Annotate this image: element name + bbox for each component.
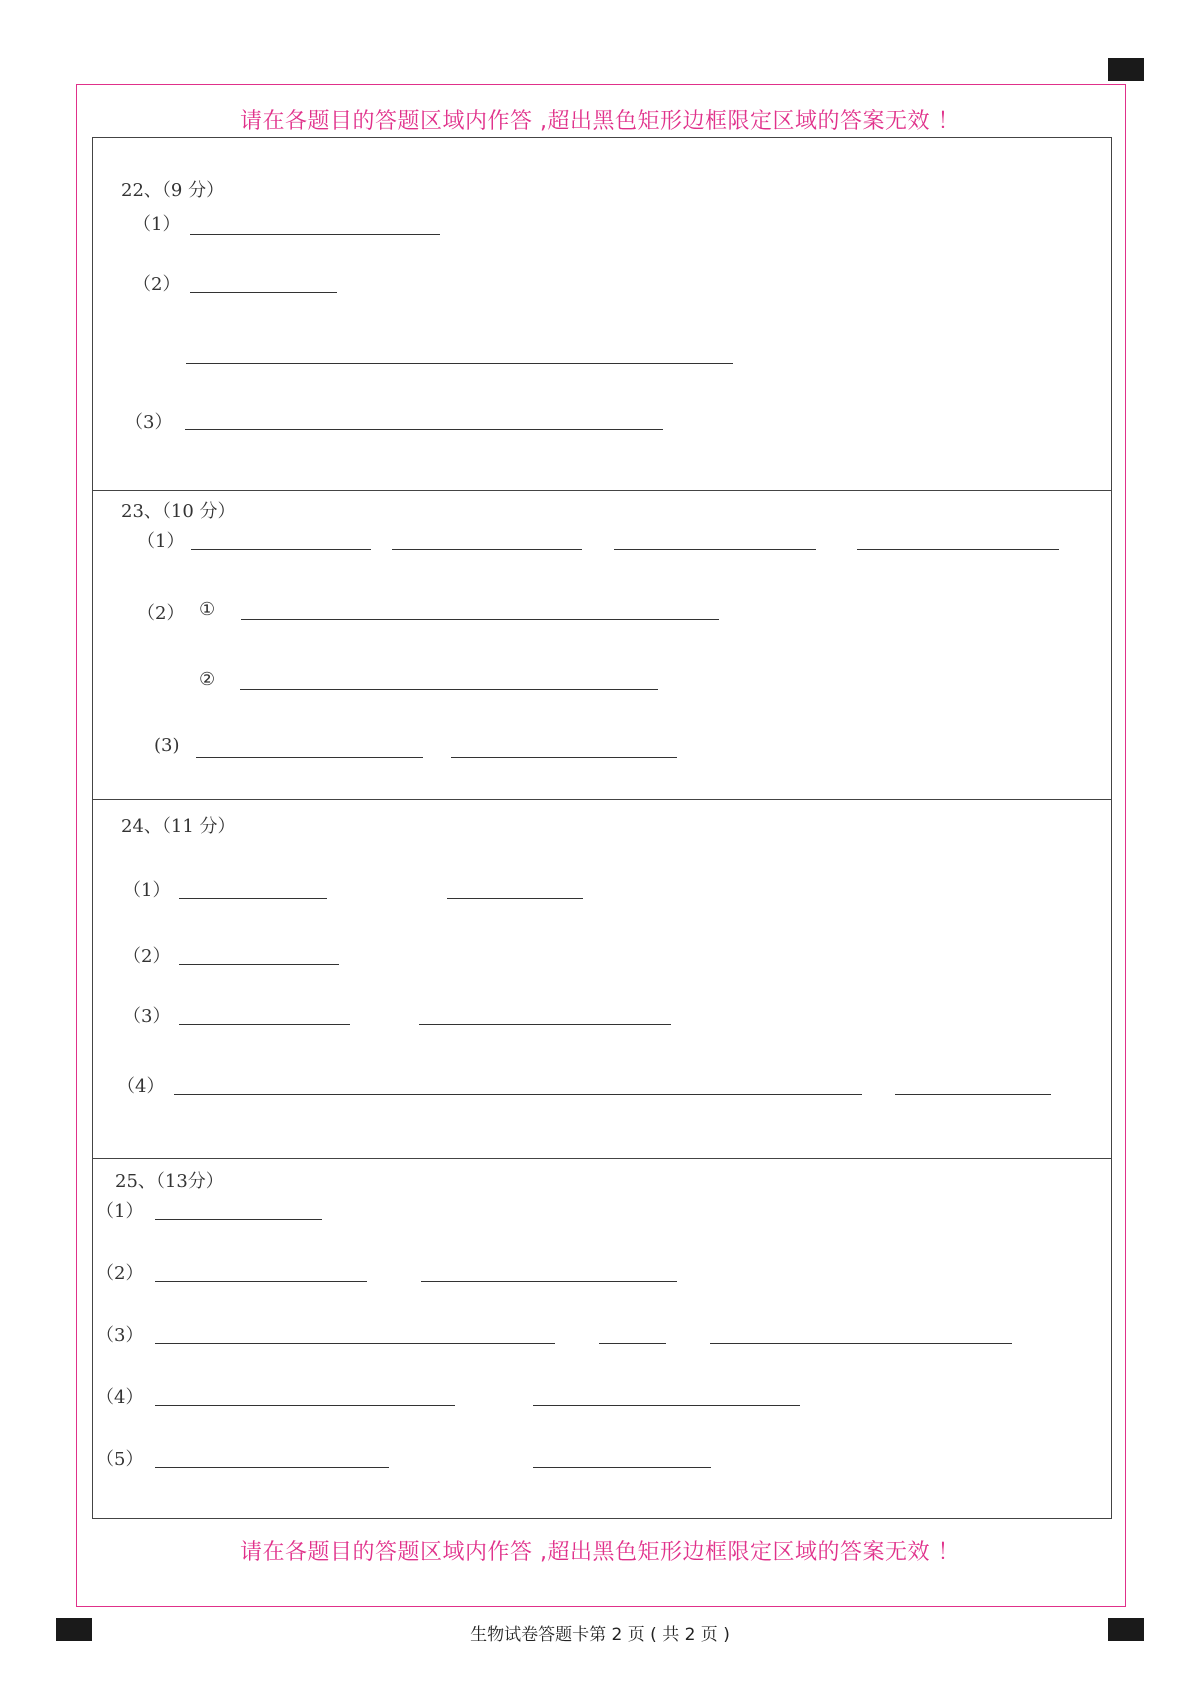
answer-line[interactable] xyxy=(447,898,583,899)
question-23-part-1-label: （1） xyxy=(137,531,185,552)
answer-line[interactable] xyxy=(533,1467,711,1468)
answer-line[interactable] xyxy=(179,898,327,899)
answer-line[interactable] xyxy=(179,1024,350,1025)
question-24-title: 24、（11 分） xyxy=(121,816,236,837)
question-25-part-3-label: （3） xyxy=(96,1325,144,1346)
answer-line[interactable] xyxy=(533,1405,800,1406)
question-25-title: 25、（13分） xyxy=(115,1171,224,1192)
question-24-box xyxy=(92,799,1112,1159)
question-25-part-2-label: （2） xyxy=(96,1263,144,1284)
answer-line[interactable] xyxy=(419,1024,671,1025)
warning-top: 请在各题目的答题区域内作答 ,超出黑色矩形边框限定区域的答案无效 ！ xyxy=(240,109,960,134)
question-24-part-2-label: （2） xyxy=(123,946,171,967)
question-24-part-4-label: （4） xyxy=(117,1076,165,1097)
question-22-part-3-label: （3） xyxy=(125,412,173,433)
question-24-part-3-label: （3） xyxy=(123,1006,171,1027)
question-25-part-5-label: （5） xyxy=(96,1449,144,1470)
question-22-box xyxy=(92,137,1112,491)
answer-line[interactable] xyxy=(155,1405,455,1406)
question-22-part-2-label: （2） xyxy=(133,274,181,295)
answer-line[interactable] xyxy=(240,689,658,690)
answer-line[interactable] xyxy=(895,1094,1051,1095)
answer-line[interactable] xyxy=(155,1281,367,1282)
answer-line[interactable] xyxy=(614,549,816,550)
answer-line[interactable] xyxy=(451,757,677,758)
answer-line[interactable] xyxy=(174,1094,862,1095)
answer-line[interactable] xyxy=(190,292,337,293)
question-22-title: 22、（9 分） xyxy=(121,180,225,201)
question-25-box xyxy=(92,1158,1112,1519)
answer-line[interactable] xyxy=(185,429,663,430)
answer-line[interactable] xyxy=(186,363,733,364)
answer-line[interactable] xyxy=(155,1343,555,1344)
answer-line[interactable] xyxy=(392,549,582,550)
answer-line[interactable] xyxy=(421,1281,677,1282)
answer-line[interactable] xyxy=(190,234,440,235)
question-23-title: 23、（10 分） xyxy=(121,501,236,522)
warning-bottom: 请在各题目的答题区域内作答 ,超出黑色矩形边框限定区域的答案无效 ！ xyxy=(240,1540,960,1565)
question-23-part-2-label: （2） xyxy=(137,603,185,624)
question-25-part-4-label: （4） xyxy=(96,1387,144,1408)
answer-line[interactable] xyxy=(155,1467,389,1468)
question-23-part-3-label: (3) xyxy=(154,735,180,756)
answer-line[interactable] xyxy=(196,757,423,758)
page-footer: 生物试卷答题卡第 2 页 ( 共 2 页 ) xyxy=(470,1625,730,1645)
answer-line[interactable] xyxy=(857,549,1059,550)
question-25-part-1-label: （1） xyxy=(96,1201,144,1222)
answer-line[interactable] xyxy=(191,549,371,550)
answer-line[interactable] xyxy=(179,964,339,965)
answer-line[interactable] xyxy=(155,1219,322,1220)
registration-mark-top-right xyxy=(1108,58,1144,81)
question-23-circle-2: ② xyxy=(199,669,216,690)
question-24-part-1-label: （1） xyxy=(123,880,171,901)
answer-line[interactable] xyxy=(599,1343,666,1344)
question-23-box xyxy=(92,490,1112,800)
answer-line[interactable] xyxy=(710,1343,1012,1344)
answer-line[interactable] xyxy=(241,619,719,620)
question-23-circle-1: ① xyxy=(199,599,216,620)
question-22-part-1-label: （1） xyxy=(133,214,181,235)
